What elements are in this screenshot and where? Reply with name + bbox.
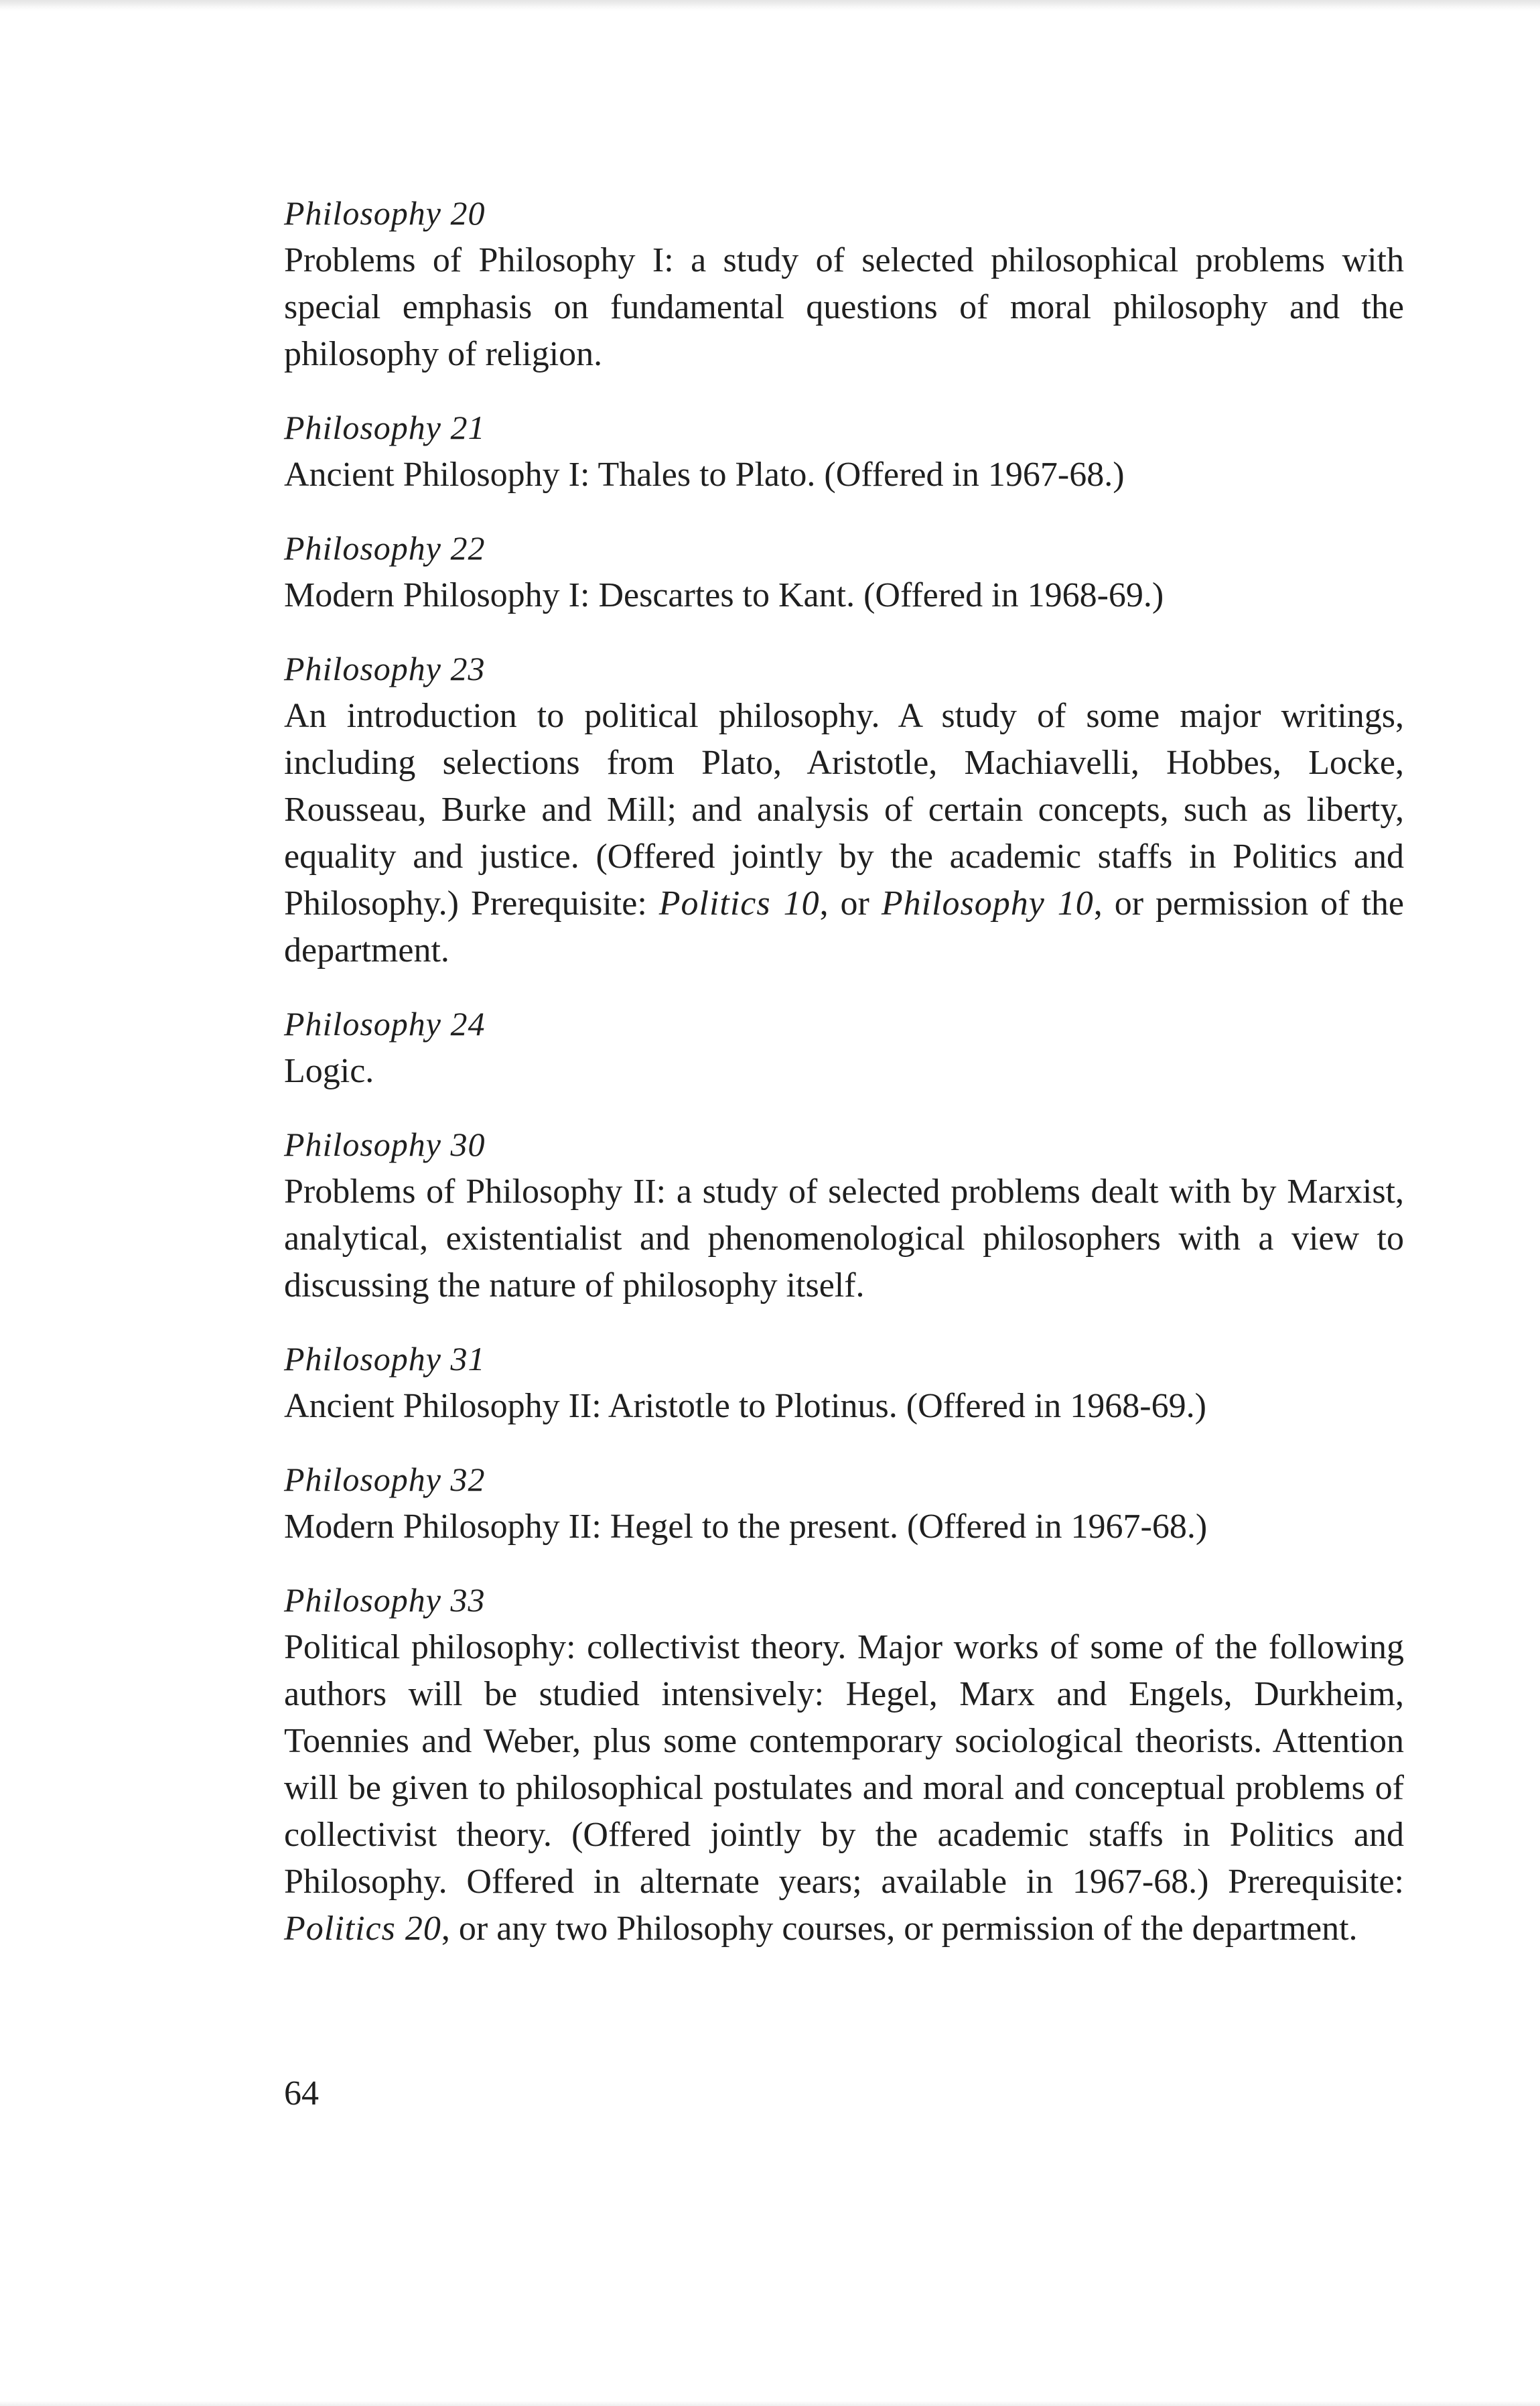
course-entry <box>284 1000 1404 1095</box>
course-entry <box>284 1576 1404 1952</box>
description-text: , or permission of the department. <box>284 884 1404 970</box>
description-text: An introduction to political philosophy. A study of some major writings, including selections from Plato, Aristotle, Machiavelli, Hobbes, Locke, Rousseau, Burke and Mill; and analysis of certain concepts, such as liberty, equality and justice. (Offered jointly by the academic staffs in Politics and Philosophy.) Prerequisite: <box>284 697 1404 923</box>
course-heading: Philosophy 23 <box>284 650 486 687</box>
course-description <box>284 1503 1404 1550</box>
course-description <box>284 1048 1404 1095</box>
course-entry <box>284 1120 1404 1309</box>
course-description <box>284 1383 1404 1430</box>
course-description <box>284 452 1404 498</box>
course-entry <box>284 645 1404 974</box>
course-entry <box>284 189 1404 378</box>
page-bottom-edge <box>0 2401 1540 2406</box>
course-reference: Politics 20 <box>284 1910 441 1948</box>
course-entry <box>284 1335 1404 1430</box>
course-heading: Philosophy 24 <box>284 1005 486 1043</box>
course-heading: Philosophy 22 <box>284 529 486 567</box>
course-heading: Philosophy 31 <box>284 1340 486 1378</box>
description-text: Ancient Philosophy I: Thales to Plato. (Offered in 1967-68.) <box>284 456 1125 494</box>
course-heading: Philosophy 21 <box>284 409 486 446</box>
description-text: Ancient Philosophy II: Aristotle to Plotinus. (Offered in 1968-69.) <box>284 1387 1206 1425</box>
page-top-edge <box>0 0 1540 11</box>
description-text: Political philosophy: collectivist theory. Major works of some of the following authors will be studied intensively: Hegel, Marx and Engels, Durkheim, Toennies and Weber, plus some contemporary sociological theorists. Attention will be given to philosophical postulates and moral and conceptual problems of collectivist theory. (Offered jointly by the academic staffs in Politics and Philosophy. Offered in alternate years; available in 1967-68.) Prerequisite: <box>284 1628 1404 1901</box>
course-heading: Philosophy 30 <box>284 1126 486 1163</box>
description-text: Modern Philosophy I: Descartes to Kant. (Offered in 1968-69.) <box>284 576 1164 614</box>
description-text: , or <box>819 884 882 923</box>
course-entry <box>284 1455 1404 1550</box>
course-description <box>284 693 1404 974</box>
course-reference: Politics 10 <box>658 884 820 923</box>
course-entry <box>284 524 1404 619</box>
course-description <box>284 1168 1404 1309</box>
course-description <box>284 237 1404 378</box>
description-text: , or any two Philosophy courses, or permission of the department. <box>441 1910 1358 1948</box>
course-heading: Philosophy 32 <box>284 1461 486 1498</box>
description-text: Modern Philosophy II: Hegel to the present. (Offered in 1967-68.) <box>284 1508 1208 1546</box>
description-text: Logic. <box>284 1052 374 1090</box>
course-heading: Philosophy 20 <box>284 194 486 232</box>
description-text: Problems of Philosophy I: a study of selected philosophical problems with special emphasis on fundamental questions of moral philosophy and the philosophy of religion. <box>284 241 1404 373</box>
course-heading: Philosophy 33 <box>284 1581 486 1619</box>
course-list <box>284 189 1404 1978</box>
description-text: Problems of Philosophy II: a study of selected problems dealt with by Marxist, analytical, existentialist and phenomenological philosophers with a view to discussing the nature of philosophy itself. <box>284 1173 1404 1305</box>
course-reference: Philosophy 10 <box>881 884 1094 923</box>
course-entry <box>284 403 1404 498</box>
course-description <box>284 572 1404 619</box>
course-description <box>284 1624 1404 1952</box>
page-number: 64 <box>284 2074 319 2113</box>
